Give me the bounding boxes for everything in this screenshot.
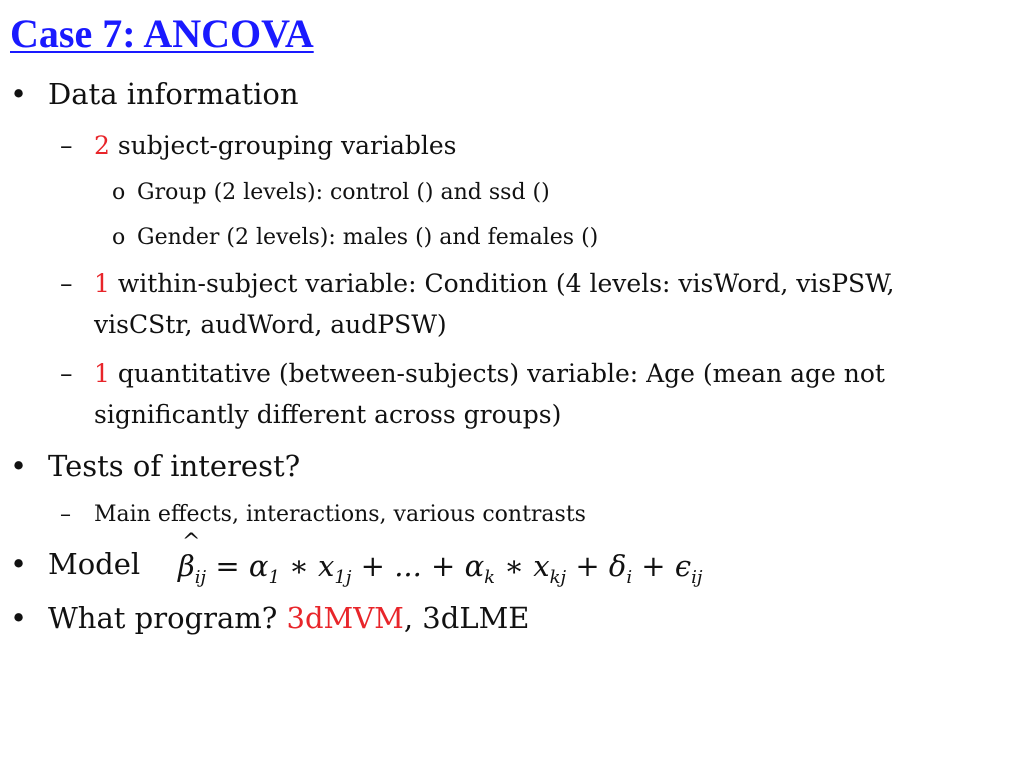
grouping-text: subject-grouping variables [117,131,457,160]
bullet-marker: • [10,601,28,635]
circle-marker: o [112,180,126,205]
group-levels-text: Group (2 levels): control () and ssd () [137,180,550,205]
tests-sub-text: Main effects, interactions, various contrasts [94,502,586,527]
quant-text-line1: quantitative (between-subjects) variable: Age (mean age not [117,359,885,388]
dash-marker: – [60,269,73,298]
within-count: 1 [94,269,110,298]
quant-text-line2: significantly different across groups) [94,400,562,429]
dash-marker: – [60,359,73,388]
model-equation: ^ $\beta_{ij} = \alpha_1$ ∗ $x_{1j}$ + ... + $\alpha_k$ ∗ $x_{kj} + \delta_i + \epsilon_{ij}$ [178,550,702,588]
program-rest: , 3dLME [403,601,530,635]
bullet-marker: • [10,449,28,483]
bullet-label: What program? [48,601,278,635]
bullet-marker: • [10,77,28,111]
bullet-label: Data information [48,77,299,111]
gender-levels-text: Gender (2 levels): males () and females () [137,225,599,250]
quant-count: 1 [94,359,110,388]
bullet-marker: • [10,547,28,581]
bullet-label: Tests of interest? [48,449,301,483]
dash-marker: – [60,131,73,160]
slide-title: Case 7: ANCOVA [10,11,314,56]
within-text-line2: visCStr, audWord, audPSW) [94,310,447,339]
grouping-count: 2 [94,131,110,160]
circle-marker: o [112,225,126,250]
within-text-line1: within-subject variable: Condition (4 levels: visWord, visPSW, [117,269,895,298]
program-3dmvm: 3dMVM [286,601,404,635]
dash-marker: – [60,502,71,527]
bullet-label: Model [48,547,141,581]
